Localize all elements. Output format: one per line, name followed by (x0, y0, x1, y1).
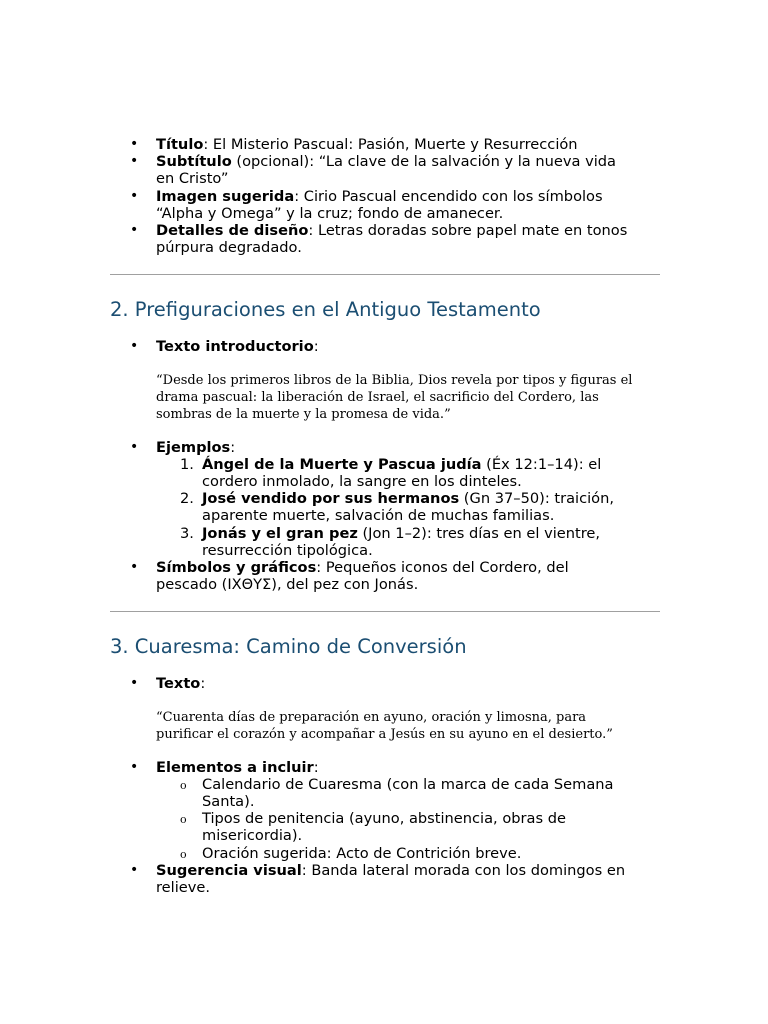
section-divider (110, 611, 660, 612)
section-divider (110, 274, 660, 275)
item-text: : Pequeños iconos del Cordero, del pescado (ΙΧΘΥΣ), del pez con Jonás. (156, 559, 569, 594)
item-label: Símbolos y gráficos (156, 559, 317, 577)
list-item (156, 136, 660, 153)
list-item (156, 759, 660, 862)
item-text: : (313, 338, 319, 356)
list-item (156, 675, 660, 692)
item-title: Ángel de la Muerte y Pascua judía (202, 455, 482, 473)
item-label: Subtítulo (156, 153, 232, 171)
item-text: (opcional): “La clave de la salvación y la nueva vida en Cristo” (156, 153, 616, 188)
examples-list (110, 439, 660, 594)
sublist-item: o Oración sugerida: Acto de Contrición breve. (202, 845, 660, 862)
lent-quote: “Cuarenta días de preparación en ayuno, oración y limosna, para purificar el corazón y acompañar a Jesús en su ayuno en el desierto.” (156, 709, 613, 742)
item-title: José vendido por sus hermanos (202, 490, 460, 508)
item-number: 1. (180, 455, 194, 473)
document-page (110, 136, 660, 896)
numbered-item (180, 490, 652, 525)
examples-numbered-list (156, 456, 660, 559)
item-text: : El Misterio Pascual: Pasión, Muerte y Resurrección (203, 136, 578, 153)
list-item (156, 222, 656, 256)
item-number: 2. (180, 490, 194, 508)
text-list (110, 675, 660, 692)
item-title: Jonás y el gran pez (202, 524, 358, 542)
numbered-item (180, 524, 652, 559)
item-label: Detalles de diseño (156, 222, 309, 240)
list-item (156, 439, 660, 559)
item-text: (Gn 37–50): traición, aparente muerte, salvación de muchas familias. (202, 490, 615, 525)
section-heading: 2. Prefiguraciones en el Antiguo Testamento (110, 298, 541, 322)
list-item (156, 862, 656, 896)
item-text: : Cirio Pascual encendido con los símbolos “Alpha y Omega” y la cruz; fondo de amanecer. (156, 187, 603, 222)
item-label: Imagen sugerida (156, 187, 295, 205)
item-label: Elementos a incluir (156, 758, 314, 776)
sublist-item: o Calendario de Cuaresma (con la marca de cada Semana Santa). (202, 776, 652, 810)
item-text: : (230, 438, 236, 456)
intro-quote: “Desde los primeros libros de la Biblia, Dios revela por tipos y figuras el drama pascual: la liberación de Israel, el sacrificio del Cordero, las sombras de la muerte y la promesa de vida.” (156, 372, 633, 422)
item-text: : Banda lateral morada con los domingos en relieve. (156, 861, 626, 897)
sublist-item: o Tipos de penitencia (ayuno, abstinencia, obras de misericordia). (202, 810, 602, 844)
item-text: : (200, 675, 206, 693)
item-text: : (313, 758, 319, 776)
design-details-list (110, 136, 660, 256)
list-item (156, 153, 636, 187)
intro-list (110, 338, 660, 355)
elements-list (110, 759, 660, 897)
item-label: Título (156, 136, 204, 153)
list-item (156, 559, 626, 593)
item-label: Sugerencia visual (156, 861, 302, 879)
item-text: (Jon 1–2): tres días en el vientre, resurrección tipológica. (202, 524, 601, 559)
item-label: Ejemplos (156, 438, 231, 456)
section-heading: 3. Cuaresma: Camino de Conversión (110, 635, 467, 659)
item-label: Texto introductorio (156, 338, 314, 356)
item-text: (Éx 12:1–14): el cordero inmolado, la sangre en los dinteles. (202, 455, 602, 491)
elements-sublist (156, 776, 660, 862)
list-item (156, 188, 636, 222)
list-item (156, 338, 660, 355)
item-text: : Letras doradas sobre papel mate en tonos púrpura degradado. (156, 222, 628, 257)
item-number: 3. (180, 524, 194, 542)
numbered-item (180, 455, 642, 491)
item-label: Texto (156, 675, 201, 693)
